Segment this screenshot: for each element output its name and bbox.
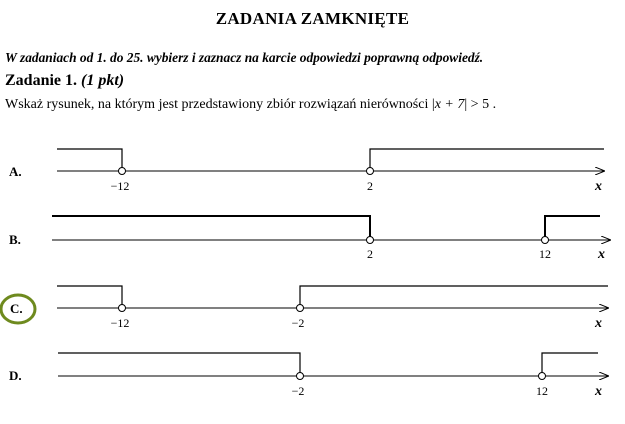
option-d-tick-1: −2 <box>291 384 305 398</box>
option-b-open-point-1 <box>367 237 374 244</box>
task-prompt-text: Wskaż rysunek, na którym jest przedstawiony zbiór rozwiązań nierówności <box>5 97 429 112</box>
option-a-tick-1: −12 <box>110 179 130 193</box>
option-c-open-point-2 <box>297 305 304 312</box>
abs-open: | <box>431 97 435 112</box>
option-c-tick-2: −2 <box>291 316 305 330</box>
option-b-tick-1: 2 <box>367 247 373 261</box>
option-d-tick-2: 12 <box>536 384 548 398</box>
option-c-label: C. <box>10 301 23 316</box>
option-b-open-point-2 <box>542 237 549 244</box>
option-d-left-ray <box>58 353 300 376</box>
option-b-tick-2: 12 <box>539 247 551 261</box>
option-c[interactable] <box>1 286 608 331</box>
abs-close: | <box>464 97 468 112</box>
option-c-axis-label: x <box>595 316 602 331</box>
option-c-tick-1: −12 <box>110 316 130 330</box>
section-header: ZADANIA ZAMKNIĘTE <box>215 9 410 28</box>
option-a-axis-label: x <box>595 179 602 194</box>
option-b-label: B. <box>9 232 21 247</box>
abs-expression: x + 7 <box>434 97 465 112</box>
inequality-rest: > 5 . <box>467 97 497 112</box>
option-a-open-point-2 <box>367 168 374 175</box>
option-d[interactable] <box>9 353 608 399</box>
option-c-right-ray <box>300 286 608 308</box>
option-a-label: A. <box>9 164 22 179</box>
option-a-right-ray <box>370 149 604 171</box>
option-a-open-point-1 <box>119 168 126 175</box>
option-b-left-ray <box>52 216 370 240</box>
task-points: (1 pkt) <box>81 72 125 89</box>
option-a-tick-2: 2 <box>367 179 373 193</box>
instruction-text: W zadaniach od 1. do 25. wybierz i zaznacz na karcie odpowiedzi poprawną odpowiedź. <box>5 50 484 65</box>
task-number: Zadanie 1. <box>5 72 78 89</box>
option-c-open-point-1 <box>119 305 126 312</box>
option-d-label: D. <box>9 368 22 383</box>
option-d-right-ray <box>542 353 598 376</box>
option-d-open-point-1 <box>297 373 304 380</box>
option-b[interactable] <box>9 216 610 262</box>
option-d-open-point-2 <box>539 373 546 380</box>
option-d-axis-label: x <box>595 384 602 399</box>
option-a-left-ray <box>57 149 122 171</box>
option-a[interactable] <box>9 149 604 194</box>
option-b-axis-label: x <box>598 247 605 262</box>
option-c-left-ray <box>57 286 122 308</box>
option-b-right-ray <box>545 216 600 240</box>
